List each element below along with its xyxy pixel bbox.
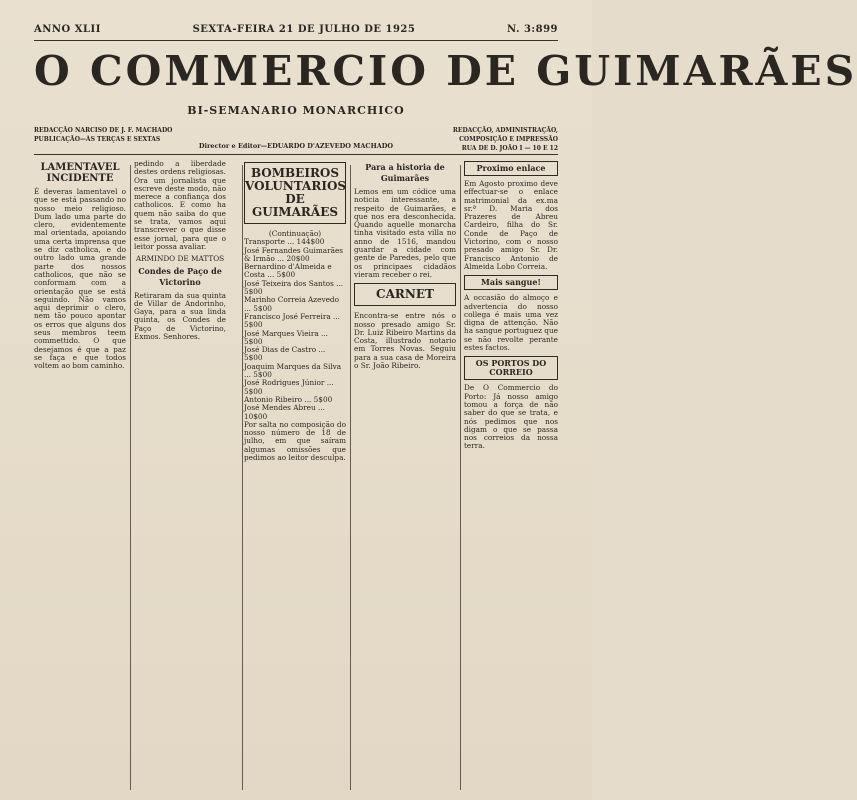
correio-body: De O Commercio do Porto: Já nosso amigo tomou a força de não saber do que se trata, e nós pedimos que nos digam o que se passa nos correios da nossa terra. [464,383,558,451]
column-2 [134,160,226,790]
enlace-body: Em Agosto proximo deve effectuar-se o enlace matrimonial da ex.ma sr.ª D. Maria dos Prazeres de Abreu Cardeiro, filha do Sr. Conde de Paço de Victorino, com o nosso presado amigo Sr. Dr. Francisco Antonio de Almeida Lobo Correia. [464,179,558,271]
bombeiros-intro: (Continuação) [268,229,322,238]
carnet-body: Encontra-se entre nós o nosso presado amigo Sr. Dr. Luiz Ribeiro Martins da Costa, illustrado notario em Torres Novas. Seguiu para a sua casa de Moreira o Sr. João Ribeiro. [354,311,456,371]
masthead-title: O COMMERCIO DE GUIMARÃES [34,47,857,95]
masthead-subtitle: BI-SEMANARIO MONARCHICO [187,104,405,117]
lead-headline: LAMENTAVEL INCIDENTE [40,162,120,184]
column-2-body: pedindo a liberdade destes ordens religiosas. Ora um jornalista que escreve deste modo, não merece a confiança dos catholicos. E como ha quem não saiba do que se trata, vamos aqui transcrever o que disse esse jornal, para que o leitor possa avaliar. [134,159,226,251]
issue-year: ANNO XLII [34,24,101,35]
issue-number: N. 3:899 [507,24,558,35]
column-1 [34,160,126,790]
bombeiros-footer: Por salta no composição do nosso número de 18 de julho, em que saíram algumas omissões que pedimos ao leitor desculpa. [244,419,346,463]
mais-sangue-body: A occasião do almoço e advertencia do nosso collega é mais uma vez digna de attenção. Não ha sangue portuguez que se não revolte perante estes factos. [464,293,558,353]
section-headline-condes: Condes de Paço de Victorino [138,265,222,287]
bombeiros-headline: BOMBEIROS VOLUNTARIOS DE GUIMARÃES [244,162,346,224]
newspaper-columns [34,160,558,790]
top-rule [34,40,558,41]
column-3 [244,160,346,790]
right-meta-line-1: REDACÇÃO, ADMINISTRAÇÃO, COMPOSIÇÃO E IMPRESSÃO [452,127,558,143]
top-info-line [34,24,558,38]
historia-body: Lemos em um códice uma noticia interessante, a respeito de Guimarães, e que nos era desconhecida. Quando aquelle monarcha tinha visitado esta villa no anno de 1516, mandou guardar a cidade com gente de Paredes, pelo que os principaes cidadãos vieram receber o rei. [354,187,456,279]
left-meta-line-2: PUBLICAÇÃO—ÀS TERÇAS E SEXTAS [34,136,161,143]
donation-list: Transporte ... 144$00 José Fernandes Guimarães & Irmão ... 20$00 Bernardino d'Almeida e Costa ... 5$00 José Teixeira dos Santos ... 5$00 Marinho Correia Azevedo ... 5$00 Francisco José Ferreira ... 5$00 José Marques Vieira ... 5$00 José Dias de Castro ... 5$00 Joaquim Marques da Silva ... 5$00 José Rodrigues Júnior ... 5$00 Antonio Ribeiro ... 5$00 José Mendes Abreu ... 10$00 [244,237,344,421]
carnet-headline: CARNET [354,283,456,306]
masthead-bottom-rule [34,154,558,155]
lead-article-body: É deveras lamentavel o que se está passando no nosso meio religioso. Dum lado uma parte do clero, evidentemente mal orientada, apoiando uma certa imprensa que se diz catholica, e do outro lado uma grande parte dos nossos catholicos, que não se conformam com a orientação que se está seguindo. Não vamos aqui deprimir o clero, nem tão pouco apontar os erros que alguns dos seus membros teem commettido. O que desejamos é que a paz se faça e que todos voltem ao bom caminho. [34,187,126,371]
right-meta-line-2: RUA DE D. JOÃO I — 10 E 12 [461,145,558,152]
historia-headline: Para a historia de Guimarães [365,162,445,183]
column-4 [354,160,456,790]
left-meta-line-1: REDACÇÃO NARCISO DE J. F. MACHADO [34,127,173,134]
issue-date: SEXTA-FEIRA 21 DE JULHO DE 1925 [192,24,416,35]
mais-sangue-headline: Mais sangue! [464,275,558,290]
section-body-condes: Retiraram da sua quinta de Villar de Andorinho, Gaya, para a sua linda quinta, os Condes de Paço de Victorino, Exmos. Senhores. [134,290,226,342]
enlace-headline: Proximo enlace [464,161,558,176]
column-5 [464,160,558,790]
director-line: Director e Editor—EDUARDO D'AZEVEDO MACHADO [198,142,394,150]
article-signature: ARMINDO DE MATTOS [135,254,225,264]
correio-headline: OS PORTOS DO CORREIO [464,356,558,380]
